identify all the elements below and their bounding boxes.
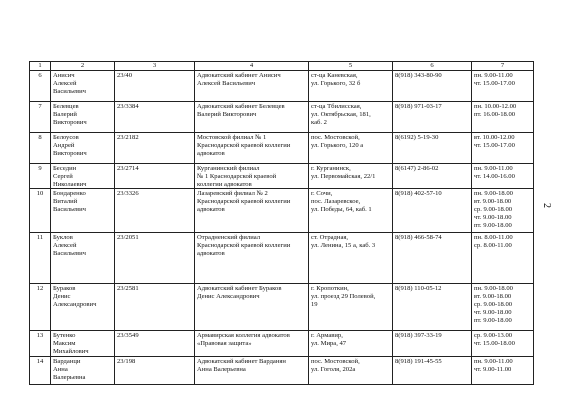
registry-number: 23/3326 [115,189,195,233]
organization: Адвокатский кабинет Варданян Анна Валерьевна [195,357,309,385]
organization: Лазаревский филиал № 2 Краснодарской краевой коллегии адвокатов [195,189,309,233]
row-number: 6 [30,71,51,102]
reception-hours: пн. 10.00-12.00 пт. 16.00-18.00 [472,102,534,133]
column-number: 6 [393,62,472,71]
row-number: 10 [30,189,51,233]
lawyer-name: Беседин Сергей Николаевич [51,164,115,189]
column-number: 3 [115,62,195,71]
organization: Мостовской филиал № 1 Краснодарской краевой коллегии адвокатов [195,133,309,164]
column-number: 1 [30,62,51,71]
address: г. Кропоткин, ул. проезд 29 Полевой, 19 [309,284,393,331]
column-number: 4 [195,62,309,71]
address: ст-ца Каневская, ул. Горького, 32 б [309,71,393,102]
row-number: 9 [30,164,51,189]
organization: Отрадненский филиал Краснодарской краевой коллегии адвокатов [195,233,309,284]
table-body [30,62,534,385]
address: пос. Мостовской, ул. Горького, 120 а [309,133,393,164]
phone: 8(918) 191-45-55 [393,357,472,385]
row-number: 14 [30,357,51,385]
table-row [30,331,534,357]
reception-hours: пн. 9.00-18.00 вт. 9.00-18.00 ср. 9.00-18.00 чт. 9.00-18.00 пт. 9.00-18.00 [472,189,534,233]
lawyer-name: Буклов Алексей Васильевич [51,233,115,284]
table-row [30,284,534,331]
phone: 8(6192) 5-19-30 [393,133,472,164]
registry-number: 23/2581 [115,284,195,331]
registry-number: 23/2182 [115,133,195,164]
table-row [30,233,534,284]
phone: 8(918) 971-03-17 [393,102,472,133]
registry-number: 23/3549 [115,331,195,357]
registry-number: 23/198 [115,357,195,385]
lawyer-name: Бондаренко Виталий Васильевич [51,189,115,233]
lawyer-name: Белоусов Андрей Викторович [51,133,115,164]
row-number: 11 [30,233,51,284]
column-number: 2 [51,62,115,71]
organization: Адвокатский кабинет Бураков Денис Александрович [195,284,309,331]
reception-hours: пн. 9.00-18.00 вт. 9.00-18.00 ср. 9.00-18.00 чт. 9.00-18.00 пт. 9.00-18.00 [472,284,534,331]
phone: 8(918) 466-58-74 [393,233,472,284]
lawyer-name: Бутенко Максим Михайлович [51,331,115,357]
phone: 8(918) 110-05-12 [393,284,472,331]
lawyer-name: Бураков Денис Александрович [51,284,115,331]
lawyer-name: Анисич Алексей Васильевич [51,71,115,102]
phone: 8(918) 402-57-10 [393,189,472,233]
phone: 8(6147) 2-86-02 [393,164,472,189]
organization: Армавирская коллегия адвокатов «Правовая защита» [195,331,309,357]
table-row [30,71,534,102]
registry-number: 23/3384 [115,102,195,133]
column-number: 5 [309,62,393,71]
column-number-row [30,62,534,71]
organization: Курганинский филиал № 1 Краснодарской краевой коллегии адвокатов [195,164,309,189]
lawyer-name: Белевцев Валерий Викторович [51,102,115,133]
registry-number: 23/2051 [115,233,195,284]
lawyers-table [29,61,534,385]
reception-hours: пн. 9.00-11.00 чт. 15.00-17.00 [472,71,534,102]
row-number: 8 [30,133,51,164]
row-number: 12 [30,284,51,331]
address: г. Армавир, ул. Мира, 47 [309,331,393,357]
address: г. Сочи, пос. Лазаревское, ул. Победы, 64, каб. 1 [309,189,393,233]
address: г. Курганинск, ул. Первомайская, 22/1 [309,164,393,189]
reception-hours: пн. 9.00-11.00 чт. 14.00-16.00 [472,164,534,189]
row-number: 13 [30,331,51,357]
page-number: 2 [541,203,552,208]
table-row [30,189,534,233]
organization: Адвокатский кабинет Белевцев Валерий Викторович [195,102,309,133]
reception-hours: пн. 8.00-11.00 ср. 8.00-11.00 [472,233,534,284]
reception-hours: вт. 10.00-12.00 чт. 15.00-17.00 [472,133,534,164]
registry-number: 23/2714 [115,164,195,189]
address: ст. Отрадная, ул. Ленина, 15 а, каб. 3 [309,233,393,284]
table-row [30,357,534,385]
reception-hours: ср. 9.00-13.00 чт. 15.00-18.00 [472,331,534,357]
lawyer-name: Варданци Анна Валерьевна [51,357,115,385]
table-row [30,133,534,164]
column-number: 7 [472,62,534,71]
phone: 8(918) 397-33-19 [393,331,472,357]
address: ст-ца Тбилисская, ул. Октябрьская, 181, каб. 2 [309,102,393,133]
table-row [30,164,534,189]
row-number: 7 [30,102,51,133]
organization: Адвокатский кабинет Анисич Алексей Васильевич [195,71,309,102]
reception-hours: пн. 9.00-11.00 чт. 9.00-11.00 [472,357,534,385]
address: пос. Мостовской, ул. Гоголя, 202а [309,357,393,385]
registry-number: 23/40 [115,71,195,102]
phone: 8(918) 343-80-90 [393,71,472,102]
table-row [30,102,534,133]
